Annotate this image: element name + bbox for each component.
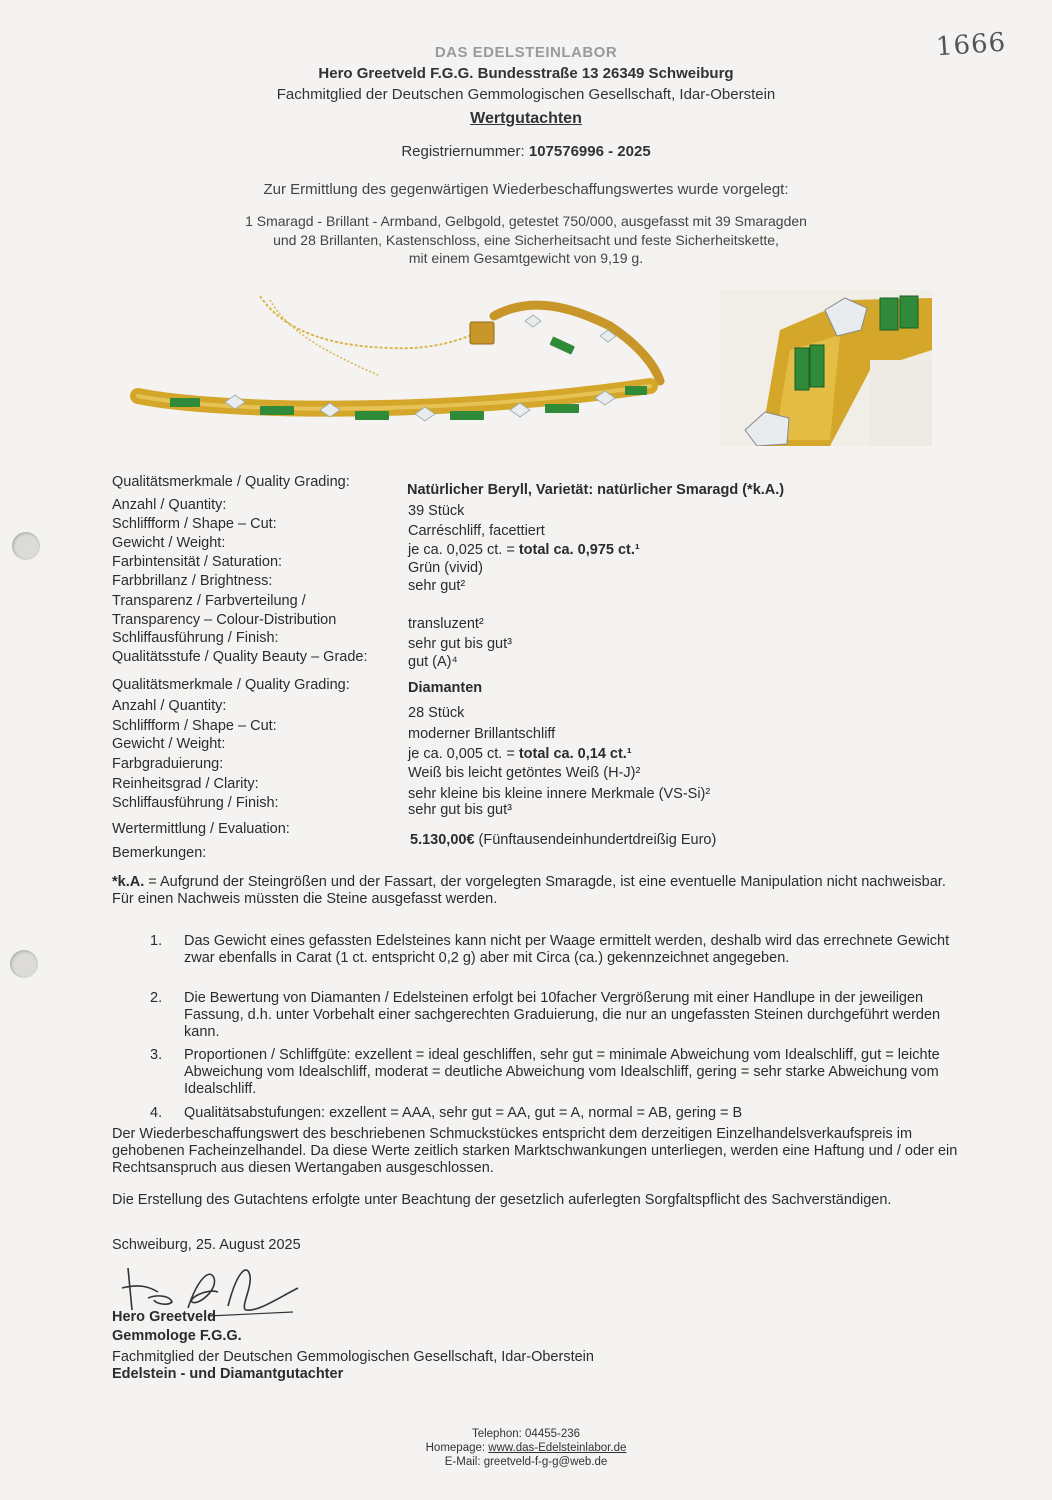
emerald-quantity-value: 39 Stück	[408, 503, 465, 519]
lab-membership: Fachmitglied der Deutschen Gemmologischen Gesellschaft, Idar-Oberstein	[276, 86, 776, 103]
diamond-quantity-label: Anzahl / Quantity:	[112, 698, 227, 714]
item-description-line2: und 28 Brillanten, Kastenschloss, eine Sicherheitsacht und feste Sicherheitskette,	[273, 232, 779, 248]
document-title: Wertgutachten	[470, 110, 582, 127]
item-description-line1: 1 Smaragd - Brillant - Armband, Gelbgold, getestet 750/000, ausgefasst mit 39 Smaragden	[245, 213, 807, 229]
emerald-cut-value: Carréschliff, facettiert	[408, 523, 545, 539]
closing-paragraph-1: Der Wiederbeschaffungswert des beschriebenen Schmuckstückes entspricht dem derzeitigen Einzelhandelsverkaufspreis im gehobenen Facheinzelhandel. Da diese Werte zeitlich starken Marktschwankungen unterliegen, werden eine Haftung und / oder ein Rechtsanspruch aus diesen Wertangaben ausgeschlossen.	[112, 1126, 958, 1176]
footer-homepage-label: Homepage:	[425, 1442, 489, 1454]
evaluation-value	[410, 832, 716, 848]
diamond-color-value: Weiß bis leicht getöntes Weiß (H-J)²	[408, 765, 641, 781]
evaluation-label: Wertermittlung / Evaluation:	[112, 821, 290, 837]
emerald-brightness-label: Farbbrillanz / Brightness:	[112, 573, 273, 589]
punch-hole	[10, 950, 38, 978]
signer-name: Hero Greetveld	[112, 1309, 216, 1325]
emerald-saturation-label: Farbintensität / Saturation:	[112, 554, 283, 570]
emerald-grade-value: gut (A)⁴	[408, 654, 458, 670]
diamond-clarity-value: sehr kleine bis kleine innere Merkmale (VS-Si)²	[408, 786, 711, 802]
item-description-line3: mit einem Gesamtgewicht von 9,19 g.	[408, 250, 644, 266]
diamond-weight-total: total ca. 0,14 ct.¹	[518, 746, 632, 762]
note-number: 3.	[150, 1047, 163, 1063]
emerald-grading-value: Natürlicher Beryll, Varietät: natürlicher Smaragd (*k.A.)	[407, 482, 785, 498]
signer-membership: Fachmitglied der Deutschen Gemmologischen Gesellschaft, Idar-Oberstein	[112, 1349, 594, 1365]
emerald-transparency-value: transluzent²	[408, 616, 484, 632]
emerald-quantity-label: Anzahl / Quantity:	[112, 497, 227, 513]
ka-note-prefix: *k.A.	[112, 874, 145, 890]
registration-number: 107576996 - 2025	[528, 143, 651, 160]
ka-note	[112, 874, 962, 908]
diamond-clarity-label: Reinheitsgrad / Clarity:	[112, 776, 259, 792]
emerald-finish-label: Schliffausführung / Finish:	[112, 630, 279, 646]
diamond-weight-each: je ca. 0,005 ct. =	[408, 746, 519, 762]
emerald-weight-label: Gewicht / Weight:	[112, 535, 226, 551]
emerald-grade-label: Qualitätsstufe / Quality Beauty – Grade:	[112, 649, 368, 665]
handwritten-number: 1666	[935, 27, 1008, 63]
closing-paragraph-2: Die Erstellung des Gutachtens erfolgte unter Beachtung der gesetzlich auferlegten Sorgfaltspflicht des Sachverständigen.	[112, 1192, 892, 1208]
emerald-cut-label: Schliffform / Shape – Cut:	[112, 516, 277, 532]
signer-role: Gemmologe F.G.G.	[112, 1328, 242, 1344]
lab-name: DAS EDELSTEINLABOR	[434, 44, 618, 61]
diamond-cut-value: moderner Brillantschliff	[408, 726, 556, 742]
diamond-quantity-value: 28 Stück	[408, 705, 465, 721]
note-text: Das Gewicht eines gefassten Edelsteines kann nicht per Waage ermittelt werden, deshalb wird das errechnete Gewicht zwar ebenfalls in Carat (1 ct. entspricht 0,2 g) aber mit Circa (ca.) gekennzeichnet angegeben.	[184, 933, 950, 966]
evaluation-amount: 5.130,00€	[410, 832, 475, 848]
registration-line	[0, 143, 1052, 160]
footer-phone: Telephon: 04455-236	[471, 1428, 581, 1440]
diamond-grading-value: Diamanten	[408, 680, 483, 696]
diamond-finish-value: sehr gut bis gut³	[408, 802, 512, 818]
footer-homepage	[0, 1442, 1052, 1454]
emerald-finish-value: sehr gut bis gut³	[408, 636, 512, 652]
diamond-weight-label: Gewicht / Weight:	[112, 736, 226, 752]
punch-hole	[12, 532, 40, 560]
emerald-saturation-value: Grün (vivid)	[408, 560, 483, 576]
note-number: 2.	[150, 990, 163, 1006]
note-text: Qualitätsabstufungen: exzellent = AAA, sehr gut = AA, gut = A, normal = AB, gering = B	[184, 1105, 743, 1121]
note-text: Die Bewertung von Diamanten / Edelsteinen erfolgt bei 10facher Vergrößerung mit einer Handlupe in der jeweiligen Fassung, d.h. unter Vorbehalt einer sachgerechten Graduierung, die nur an ungefassten Steinen durchgeführt werden kann.	[184, 990, 941, 1040]
lab-address: Hero Greetveld F.G.G. Bundesstraße 13 26349 Schweiburg	[318, 65, 734, 82]
registration-label: Registriernummer:	[401, 143, 525, 160]
remarks-label: Bemerkungen:	[112, 845, 207, 861]
diamond-grading-label: Qualitätsmerkmale / Quality Grading:	[112, 677, 350, 693]
place-date: Schweiburg, 25. August 2025	[112, 1237, 301, 1253]
note-number: 4.	[150, 1105, 163, 1121]
emerald-weight-total: total ca. 0,975 ct.¹	[518, 542, 640, 558]
note-text: Proportionen / Schliffgüte: exzellent = ideal geschliffen, sehr gut = minimale Abweichung vom Idealschliff, gut = leichte Abweichung vom Idealschliff, moderat = deutliche Abweichung vom Idealschliff, gering = sehr starke Abweichung vom Idealschliff.	[184, 1047, 940, 1097]
diamond-finish-label: Schliffausführung / Finish:	[112, 795, 279, 811]
signer-title: Edelstein - und Diamantgutachter	[112, 1366, 344, 1382]
ka-note-text: = Aufgrund der Steingrößen und der Fassart, der vorgelegten Smaragde, ist eine eventuelle Manipulation nicht nachweisbar. Für einen Nachweis müssten die Steine ausgefasst werden.	[112, 874, 946, 907]
emerald-weight-value	[408, 542, 640, 558]
emerald-transparency-label-2: Transparency – Colour-Distribution	[112, 612, 337, 628]
homepage-link[interactable]: www.das-Edelsteinlabor.de	[488, 1442, 627, 1454]
emerald-weight-each: je ca. 0,025 ct. =	[408, 542, 519, 558]
diamond-color-label: Farbgraduierung:	[112, 756, 224, 772]
evaluation-amount-words: (Fünftausendeinhundertdreißig Euro)	[474, 832, 717, 848]
bracelet-photo	[130, 286, 670, 436]
diamond-cut-label: Schliffform / Shape – Cut:	[112, 718, 277, 734]
bracelet-detail-photo	[720, 290, 932, 446]
intro-lead: Zur Ermittlung des gegenwärtigen Wiederbeschaffungswertes wurde vorgelegt:	[263, 181, 789, 198]
emerald-grading-label: Qualitätsmerkmale / Quality Grading:	[112, 474, 350, 490]
emerald-transparency-label-1: Transparenz / Farbverteilung /	[112, 593, 306, 609]
footer-email: E-Mail: greetveld-f-g-g@web.de	[444, 1456, 608, 1468]
emerald-brightness-value: sehr gut²	[408, 578, 466, 594]
diamond-weight-value	[408, 746, 632, 762]
note-number: 1.	[150, 933, 163, 949]
